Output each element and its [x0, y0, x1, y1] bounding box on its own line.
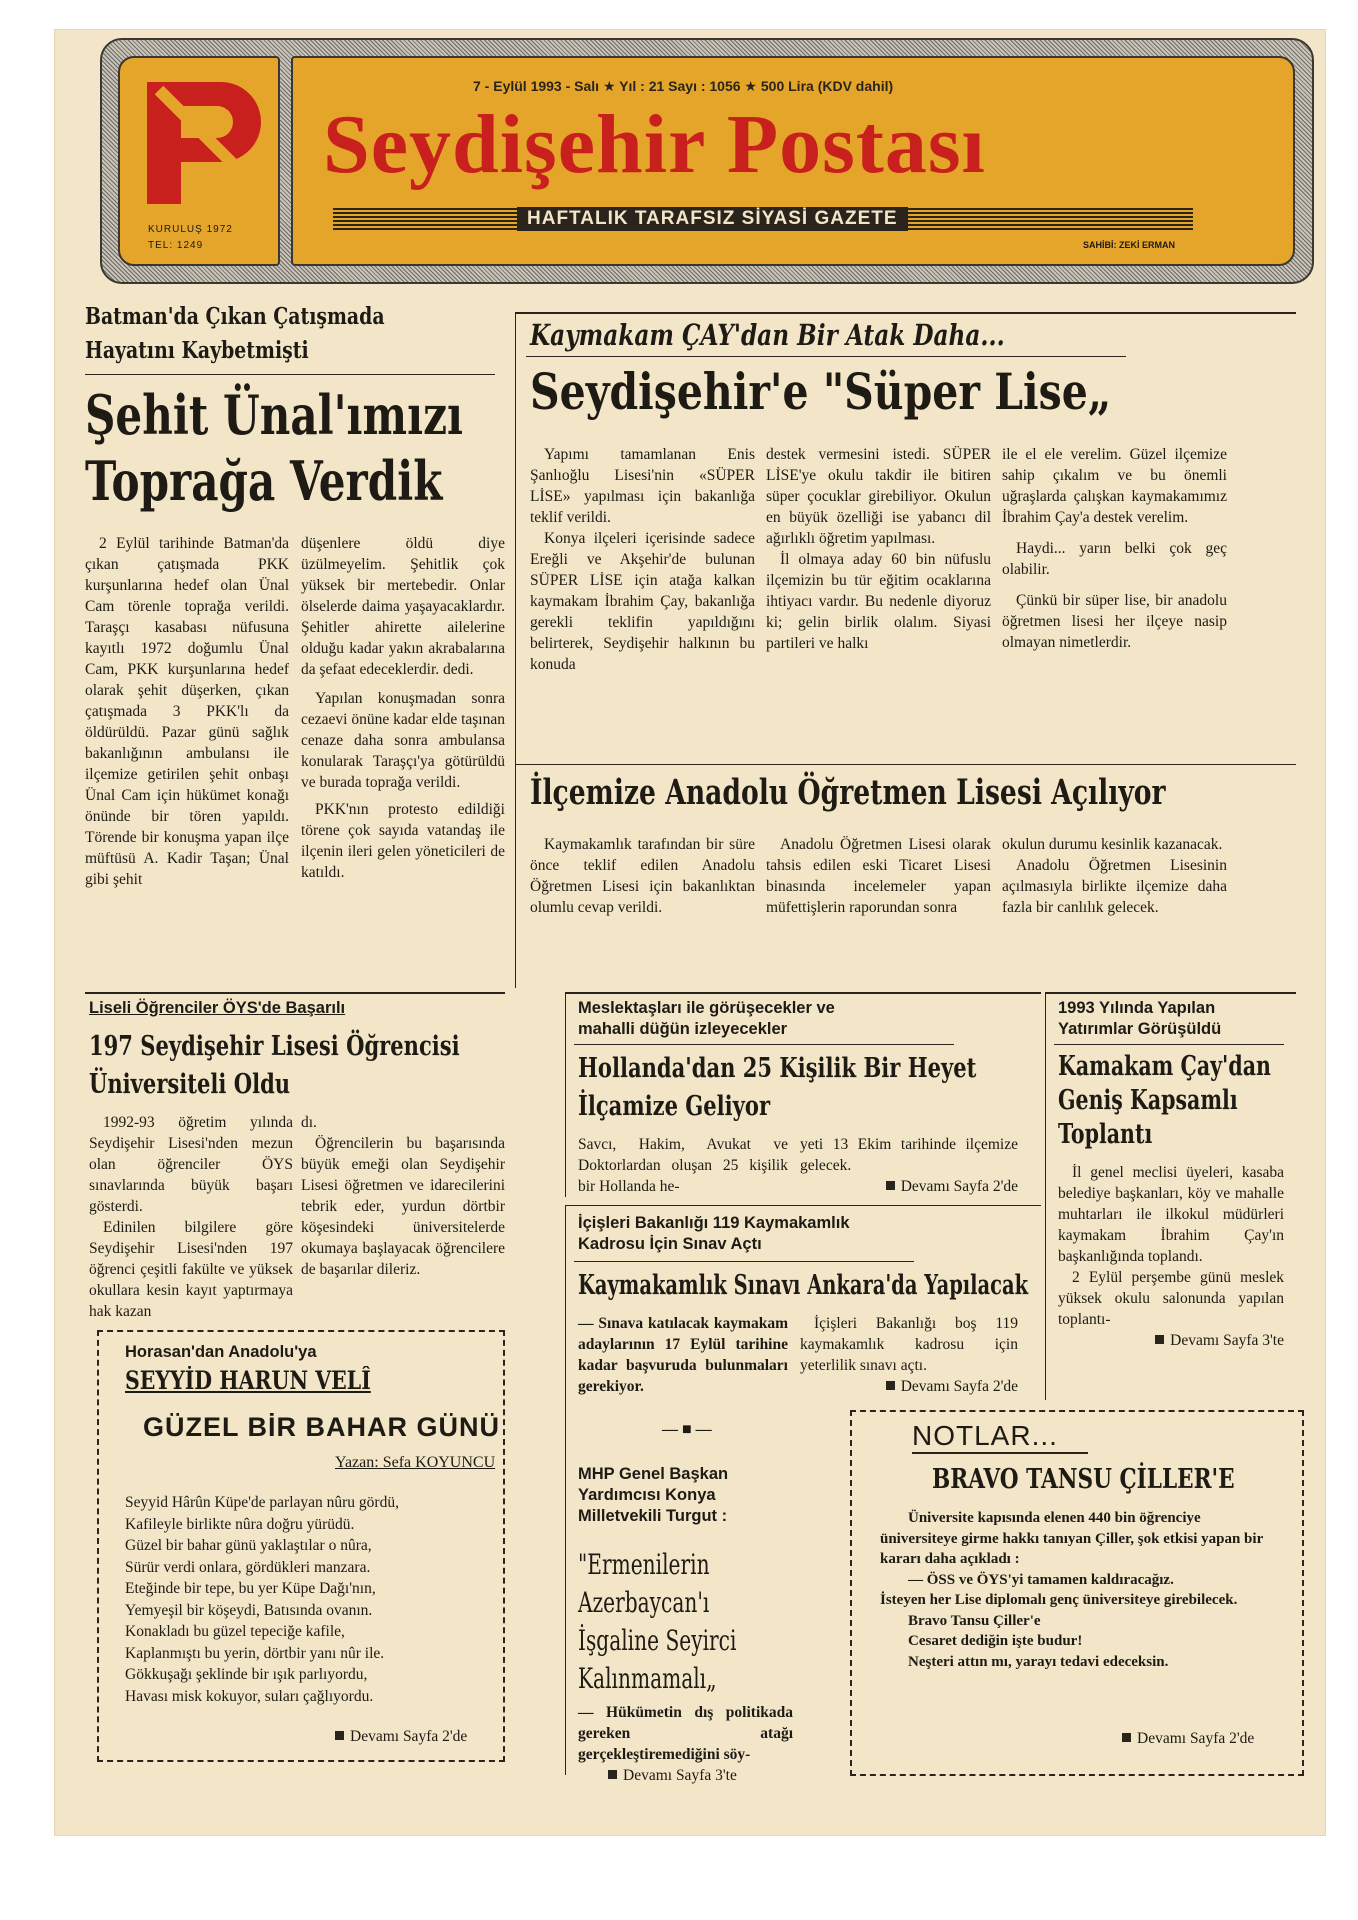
title-box [291, 56, 1295, 266]
a8-continued [335, 1728, 467, 1746]
tagline: HAFTALIK TARAFSIZ SİYASİ GAZETE [517, 207, 908, 231]
phone-label: TEL: 1249 [148, 240, 204, 251]
notlar-header: NOTLAR... [912, 1420, 1088, 1454]
a4-title-line1: 197 Seydişehir Lisesi Öğrencisi [89, 1031, 460, 1062]
article-seyyid-harun [97, 1330, 505, 1762]
a4-col2 [301, 1112, 505, 1280]
founded-label: KURULUŞ 1972 [148, 224, 233, 235]
a2-col2 [766, 444, 991, 654]
a4-col1-p2: Edinilen bilgilere göre Seydişehir Lisesi'nden 197 öğrenci çeşitli fakülte ve yüksek okullara kesin kayıt yaptırmaya hak kazan [89, 1219, 293, 1320]
a5-continued [800, 1176, 1018, 1197]
a1-kicker-line1: Batman'da Çıkan Çatışmada [85, 303, 385, 330]
a7-col2 [800, 1313, 1018, 1397]
a9-kicker-line1: MHP Genel Başkan [578, 1465, 729, 1483]
a5-top-rule [566, 992, 1041, 994]
newspaper-page [55, 30, 1325, 1835]
a1-title-line1: Şehit Ünal'ımızı [85, 383, 463, 447]
article-sehit [85, 300, 505, 990]
bullet-icon [886, 1181, 895, 1190]
a6-kicker [1058, 998, 1221, 1040]
a5-kicker [578, 998, 835, 1040]
a4-title-line2: Üniversiteli Oldu [89, 1069, 291, 1100]
a1-rule [85, 374, 495, 375]
a2-kicker: Kaymakam ÇAY'dan Bir Atak Daha... [530, 318, 1005, 352]
a1-col1: 2 Eylül tarihinde Batman'da çıkan çatışmada PKK kurşunlarına hedef olan Ünal Cam törenle toprağa verildi. Taraşçı kasabası nüfusuna kayıtlı 1972 doğumlu Ünal Cam, PKK kurşunlarına hedef olarak şehit düşerken, çıkan çatışmada 3 PKK'lı da öldürüldü. Pazar günü sağlık bakanlığının ambulansı ile ilçemize getirilen şehit onbaşı Ünal Cam için hükümet konağı önünde bir tören yapıldı. Törende bir konuşma yapan ilçe müftüsü A. Kadir Taşan; Ünal gibi şehit [85, 535, 289, 888]
a2-col3-p1: ile el ele verelim. Güzel ilçemize sahip çıkalım ve bu önemli uğraşlarda çalışkan kaymakamımız İbrahim Çay'a destek verelim. [1002, 446, 1227, 526]
a5-kicker-line2: mahalli düğün izleyecekler [578, 1020, 788, 1038]
a9-body [578, 1702, 793, 1786]
a3-top-rule [516, 764, 1296, 765]
a1-col2-p1: düşenlere öldü diye üzülmeyelim. Şehitlik çok yüksek bir mertebedir. Onlar ölselerde daima yaşayacaklardır. Şehitler ahirette ailelerine olduğu kadar yakın akrabalarına da şefaat edeceklerdir. dedi. [301, 535, 505, 678]
notlar-p1: Üniversite kapısında elenen 440 bin öğrenciye üniversiteye girme hakkı tanıyan Çiller, şok etkisi yapan bir kararı daha açıkladı : [880, 1510, 1263, 1567]
logo-sp-icon [129, 72, 269, 212]
article-super-lise [515, 312, 1296, 772]
a2-mid-rule [526, 356, 1126, 357]
notlar-p6: Neşteri attın mı, yarayı tedavi edeceksin. [908, 1653, 1169, 1670]
article-mhp [565, 1430, 866, 1784]
poem-line: Havası misk kokuyor, suları çağlıyordu. [125, 1687, 374, 1705]
a7-kicker-line1: İçişleri Bakanlığı 119 Kaymakamlık [578, 1214, 850, 1232]
a8-continued-text: Devamı Sayfa 2'de [350, 1728, 468, 1745]
article-kaymakamlik-sinavi [565, 1205, 1041, 1445]
a7-kicker-line2: Kadrosu İçin Sınav Açtı [578, 1235, 762, 1253]
a7-col2-p1: İçişleri Bakanlığı boş 119 kaymakamlık kadrosu için yeterlilik sınavı açtı. [800, 1315, 1018, 1374]
bullet-icon [608, 1770, 617, 1779]
a9-kicker-line3: Milletvekili Turgut : [578, 1507, 728, 1525]
notlar-title: BRAVO TANSU ÇİLLER'E [932, 1464, 1235, 1495]
a3-col1: Kaymakamlık tarafından bir süre önce teklif edilen Anadolu Öğretmen Lisesi için bakanlıktan olumlu cevap verildi. [530, 836, 755, 916]
a2-col2-p2: İl olmaya aday 60 bin nüfuslu ilçemizin bu tür eğitim ocaklarına ihtiyacı vardır. Bu nedenle diyoruz ki; gelin birlik olalım. Siyasi partileri ve halkı [766, 551, 991, 652]
a9-quote-line1: "Ermenilerin [578, 1548, 710, 1581]
a4-col2-p1: dı. [301, 1114, 317, 1131]
a6-continued [1058, 1330, 1284, 1351]
a9-headline [578, 1546, 736, 1698]
a5-headline [578, 1050, 976, 1126]
article-toplanti [1045, 992, 1296, 1400]
a7-kicker [578, 1213, 850, 1255]
bullet-icon [1155, 1335, 1164, 1344]
a4-top-rule [85, 992, 505, 994]
paper-title: Seydişehir Postası [323, 98, 986, 191]
poem-line: Kafileyle birlikte nûra doğru yürüdü. [125, 1515, 355, 1533]
poem-line: Eteğinde bir tepe, bu yer Küpe Dağı'nın, [125, 1580, 376, 1597]
poem-line: Yemyeşil bir köşeydi, Batısında ovanın. [125, 1601, 373, 1619]
a8-poem [125, 1492, 495, 1707]
a7-continued-text: Devamı Sayfa 2'de [900, 1378, 1018, 1395]
a1-headline [85, 382, 463, 514]
a6-kicker-line2: Yatırımlar Görüşüldü [1058, 1020, 1222, 1038]
a1-col2-p3: PKK'nın protesto edildiği törene çok sayıda vatandaş ile ilçenin ileri gelen yöneticileri de katıldı. [301, 801, 505, 881]
a5-title-line2: İlçamize Geliyor [578, 1091, 771, 1122]
a4-col2-p2: Öğrencilerin bu başarısında büyük emeği olan Seydişehir Lisesi öğretmen ve idarecilerini tebrik eder, yurdun dörtbir köşesindeki üniversitelerde okumaya başlayacak öğrencilere de başarılar dileriz. [301, 1135, 505, 1278]
logo-box [118, 56, 280, 266]
a9-kicker-line2: Yardımcısı Konya [578, 1486, 716, 1504]
poem-line: Sürür verdi onlara, gördükleri manzara. [125, 1558, 371, 1576]
bullet-icon [886, 1381, 895, 1390]
article-hollanda [565, 992, 1041, 1197]
poem-line: Konakladı bu güzel tepeciğe kafile, [125, 1623, 345, 1640]
a7-separator: — ■ — [662, 1421, 712, 1438]
a8-byline: Yazan: Sefa KOYUNCU [335, 1454, 496, 1471]
a6-title-line1: Kamakam Çay'dan [1058, 1051, 1271, 1082]
a4-col1 [89, 1112, 293, 1322]
a3-col3 [1002, 834, 1227, 918]
a6-title-line3: Toplantı [1058, 1119, 1153, 1150]
a8-name: SEYYİD HARUN VELÎ [125, 1366, 371, 1395]
notlar-body [880, 1508, 1280, 1672]
a1-title-line2: Toprağa Verdik [85, 449, 443, 513]
a9-quote-line3: İşgaline Seyirci [578, 1624, 737, 1657]
a2-col3-p3: Çünkü bir süper lise, bir anadolu öğretmen lisesi her ilçeye nasip olmayan nimetlerdir. [1002, 592, 1227, 651]
a6-continued-text: Devamı Sayfa 3'te [1170, 1332, 1284, 1349]
a6-body-p1: İl genel meclisi üyeleri, kasaba belediye başkanları, köy ve mahalle muhtarları ile ilkokul müdürleri kaymakam İbrahim Çay'ın başkanlığında toplandı. [1058, 1164, 1284, 1265]
a2-headline: Seydişehir'e "Süper Lise„ [530, 362, 1112, 421]
a9-quote-line2: Azerbaycan'ı [578, 1586, 710, 1619]
a7-continued [800, 1376, 1018, 1397]
a5-kicker-line1: Meslektaşları ile görüşecekler ve [578, 999, 835, 1017]
a9-continued-text: Devamı Sayfa 3'te [623, 1767, 737, 1784]
a3-col3-p2: Anadolu Öğretmen Lisesinin açılmasıyla birlikte ilçemize daha fazla bir canlılık gelecek. [1002, 857, 1227, 916]
a2-top-rule [516, 312, 1296, 314]
a3-col2: Anadolu Öğretmen Lisesi olarak tahsis edilen eski Ticaret Lisesi binasında incelemeler yapan müfettişlerin raporundan sonra [766, 836, 991, 916]
a1-col2-p2: Yapılan konuşmadan sonra cezaevi önüne kadar elde taşınan cenaze daha sonra ambulansa konularak Taraşçı'ya götürüldü ve burada toprağa verildi. [301, 690, 505, 791]
poem-line: Kaplanmıştı bu yerin, dörtbir yanı nûr ile. [125, 1644, 385, 1662]
article-197-ogrenci [85, 992, 505, 1320]
owner-label: SAHİBİ: ZEKİ ERMAN [1083, 240, 1175, 250]
a5-col2-p1: yeti 13 Ekim tarihinde ilçemize gelecek. [800, 1136, 1018, 1174]
a2-col1-p2: Konya ilçeleri içerisinde sadece Ereğli ve Akşehir'de bulunan SÜPER LİSE için atağa kalkan kaymakam İbrahim Çay, bakanlığa gerekli teklifin yapıldığını belirterek, Seydişehir halkının bu konuda [530, 530, 755, 673]
notlar-p3: İsteyen her Lise diplomalı genç üniversiteye girebilecek. [880, 1592, 1238, 1608]
a8-kicker: Horasan'dan Anadolu'ya [125, 1343, 317, 1361]
bullet-icon [1122, 1733, 1131, 1742]
a6-kicker-line1: 1993 Yılında Yapılan [1058, 999, 1216, 1017]
a2-col1-p1: Yapımı tamamlanan Enis Şanlıoğlu Lisesi'nin «SÜPER LİSE» yapılması için bakanlığa teklif verildi. [530, 446, 755, 526]
a5-title-line1: Hollanda'dan 25 Kişilik Bir Heyet [578, 1053, 977, 1084]
a7-mid-rule [574, 1261, 914, 1262]
a5-col1: Savcı, Hakim, Avukat ve Doktorlardan oluşan 25 kişilik bir Hollanda he- [578, 1136, 788, 1195]
poem-line: Güzel bir bahar günü yaklaştılar o nûra, [125, 1537, 372, 1554]
bullet-icon [335, 1731, 344, 1740]
a2-col2-p1: destek vermesini istedi. SÜPER LİSE'ye okulu takdir ile bitiren süper çocuklar girebiliyor. Okulun en büyük özelliği ise yabancı dil ağırlıklı öğretim yapılması. [766, 446, 991, 547]
a9-body-p1: — Hükümetin dış politikada gereken atağı gerçekleştiremediğini söy- [578, 1704, 793, 1763]
poem-line: Gökkuşağı şeklinde bir ışık parlıyordu, [125, 1666, 368, 1683]
a7-col1: — Sınava katılacak kaymakam adaylarının 17 Eylül tarihine kadar başvuruda bulunmaları gerekiyor. [578, 1315, 788, 1395]
a6-body [1058, 1162, 1284, 1351]
a9-kicker [578, 1464, 728, 1527]
a6-top-rule [1046, 992, 1296, 994]
notlar-p2: — ÖSS ve ÖYS'yi tamamen kaldıracağız. [908, 1571, 1174, 1588]
a5-col2 [800, 1134, 1018, 1197]
poem-line: Seyyid Hârûn Küpe'de parlayan nûru gördü, [125, 1494, 399, 1511]
a9-quote-line4: Kalınmamalı„ [578, 1662, 717, 1695]
a4-headline [89, 1028, 460, 1104]
a6-title-line2: Geniş Kapsamlı [1058, 1085, 1238, 1116]
a8-title: GÜZEL BİR BAHAR GÜNÜ [143, 1412, 500, 1442]
a3-col3-p1: okulun durumu kesinlik kazanacak. [1002, 836, 1223, 853]
a7-top-rule [566, 1205, 1041, 1206]
a3-headline: İlçemize Anadolu Öğretmen Lisesi Açılıyor [530, 772, 1166, 813]
a5-continued-text: Devamı Sayfa 2'de [900, 1178, 1018, 1195]
a1-kicker [85, 300, 429, 368]
notlar-continued [1122, 1730, 1254, 1748]
a4-col1-p1: 1992-93 öğretim yılında Seydişehir Lisesi'nden mezun olan öğrenciler ÖYS sınavlarında büyük başarı gösterdi. [89, 1114, 293, 1215]
a1-kicker-line2: Hayatını Kaybetmişti [85, 337, 309, 364]
a2-col3-p2: Haydi... yarın belki çok geç olabilir. [1002, 540, 1227, 578]
a9-continued [578, 1765, 793, 1786]
a7-headline: Kaymakamlık Sınavı Ankara'da Yapılacak [578, 1270, 1029, 1301]
article-anadolu-lise [515, 750, 1296, 988]
a4-kicker: Liseli Öğrenciler ÖYS'de Başarılı [89, 999, 346, 1017]
a6-mid-rule [1054, 1044, 1284, 1045]
a2-col1 [530, 444, 755, 675]
notlar-p4: Bravo Tansu Çiller'e [908, 1612, 1041, 1629]
a6-headline [1058, 1050, 1271, 1152]
dateline: 7 - Eylül 1993 - Salı ★ Yıl : 21 Sayı : 1056 ★ 500 Lira (KDV dahil) [473, 78, 894, 94]
notlar-continued-text: Devamı Sayfa 2'de [1137, 1730, 1255, 1747]
a2-col3 [1002, 444, 1227, 653]
notlar-p5: Cesaret dediğin işte budur! [908, 1633, 1083, 1649]
a6-body-p2: 2 Eylül perşembe günü meslek yüksek okulu salonunda yapılan toplantı- [1058, 1269, 1284, 1328]
a1-col2 [301, 533, 505, 883]
a5-mid-rule [574, 1044, 954, 1045]
notlar-box [850, 1410, 1304, 1776]
